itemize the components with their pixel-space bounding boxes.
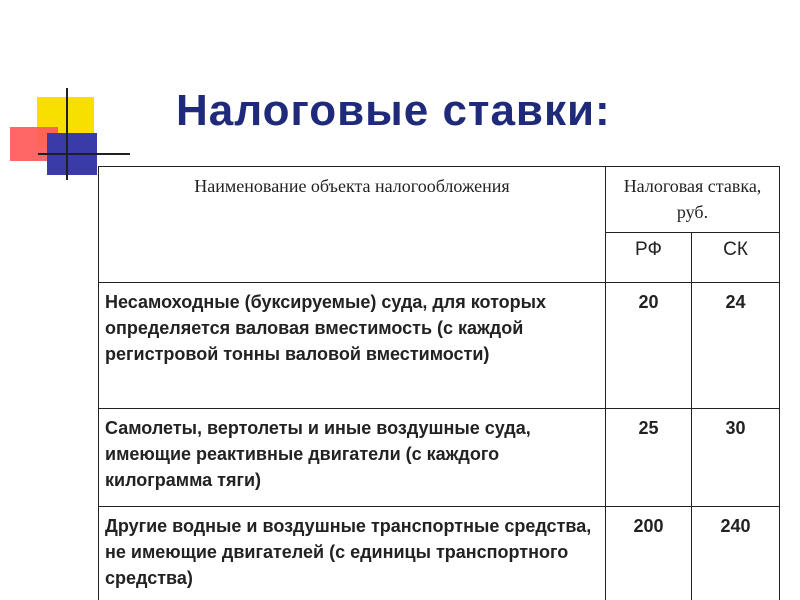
tax-rates-table xyxy=(98,166,780,600)
header-rf: РФ xyxy=(606,233,692,283)
row-object-name: Несамоходные (буксируемые) суда, для которых определяется валовая вместимость (с каждой регистровой тонны валовой вместимости) xyxy=(99,283,606,409)
table-row xyxy=(99,409,780,507)
row-rate-rf: 25 xyxy=(606,409,692,507)
row-object-name: Самолеты, вертолеты и иные воздушные суда, имеющие реактивные двигатели (с каждого килограмма тяги) xyxy=(99,409,606,507)
row-rate-sk: 240 xyxy=(692,507,780,600)
header-tax-rate: Налоговая ставка, руб. xyxy=(606,167,780,233)
vertical-line xyxy=(66,88,68,180)
horizontal-line xyxy=(38,153,130,155)
row-object-name: Другие водные и воздушные транспортные средства, не имеющие двигателей (с единицы транспортного средства) xyxy=(99,507,606,600)
slide-title: Налоговые ставки: xyxy=(176,86,611,135)
header-object-name: Наименование объекта налогообложения xyxy=(99,167,606,283)
row-rate-rf: 20 xyxy=(606,283,692,409)
row-rate-sk: 30 xyxy=(692,409,780,507)
row-rate-rf: 200 xyxy=(606,507,692,600)
row-rate-sk: 24 xyxy=(692,283,780,409)
header-sk: СК xyxy=(692,233,780,283)
table-header-row xyxy=(99,167,780,233)
table-row xyxy=(99,283,780,409)
table-row xyxy=(99,507,780,600)
decorative-squares xyxy=(0,0,130,190)
